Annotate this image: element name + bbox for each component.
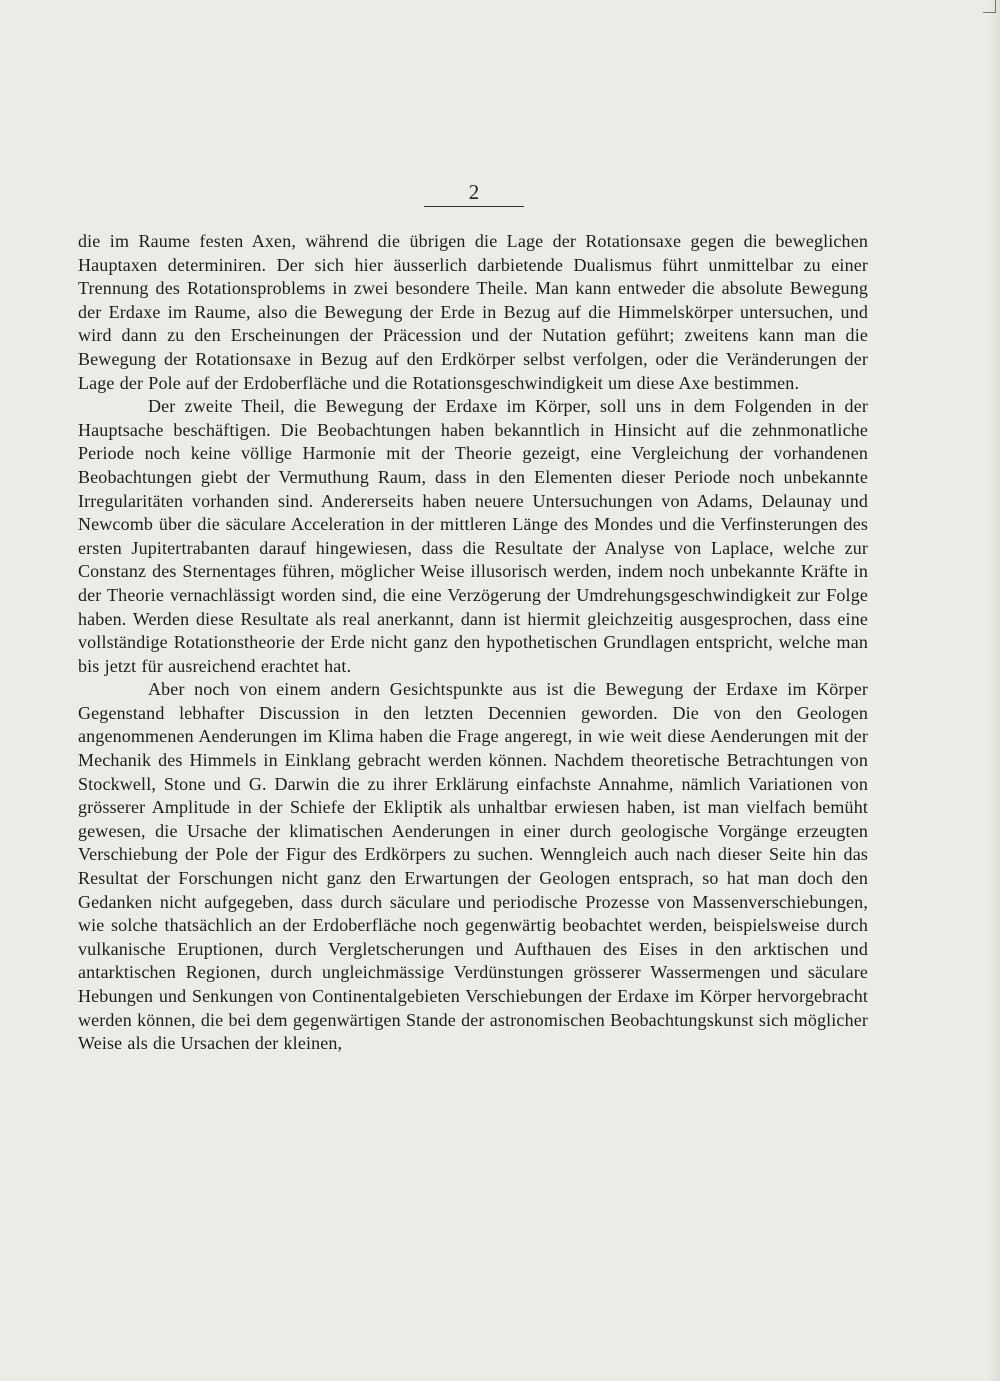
body-text — [78, 230, 868, 1056]
page-header — [424, 178, 524, 207]
paragraph-1: die im Raume festen Axen, während die übrigen die Lage der Rotationsaxe gegen die beweglichen Hauptaxen determiniren. Der sich hier äusserlich darbietende Dualismus führt unmittelbar zu einer Trennung des Rotationsproblems in zwei besondere Theile. Man kann entweder die absolute Bewegung der Erdaxe im Raume, also die Bewegung der Erde in Bezug auf die Himmelskörper untersuchen, und wird dann zu den Erscheinungen der Präcession und der Nutation geführt; zweitens kann man die Bewegung der Rotationsaxe in Bezug auf den Erdkörper selbst verfolgen, oder die Veränderungen der Lage der Pole auf der Erdoberfläche und die Rotationsgeschwindigkeit um diese Axe bestimmen. — [78, 231, 868, 393]
page-corner-mark — [983, 0, 996, 13]
paragraph-3: Aber noch von einem andern Gesichtspunkte aus ist die Bewegung der Erdaxe im Körper Gegenstand lebhafter Discussion in den letzten Decennien geworden. Die von den Geologen angenommenen Aenderungen im Klima haben die Frage angeregt, in wie weit diese Aenderungen mit der Mechanik des Himmels in Einklang gebracht werden können. Nachdem theoretische Betrachtungen von Stockwell, Stone und G. Darwin die zu ihrer Erklärung einfachste Annahme, nämlich Variationen von grösserer Amplitude in der Schiefe der Ekliptik als unhaltbar erwiesen haben, ist man vielfach bemüht gewesen, die Ursache der klimatischen Aenderungen in einer durch geologische Vorgänge erzeugten Verschiebung der Pole der Figur des Erdkörpers zu suchen. Wenngleich auch nach dieser Seite hin das Resultat der Forschungen nicht ganz den Erwartungen der Geologen entsprach, so hat man doch den Gedanken nicht aufgegeben, dass durch säculare und periodische Prozesse von Massenverschiebungen, wie solche thatsächlich an der Erdoberfläche noch gegenwärtig beobachtet werden, beispielsweise durch vulkanische Eruptionen, durch Vergletscherungen und Aufthauen des Eises in den arktischen und antarktischen Regionen, durch ungleichmässige Verdünstungen grösserer Wassermengen und säculare Hebungen und Senkungen von Continentalgebieten Verschiebungen der Erdaxe im Körper hervorgebracht werden können, die bei dem gegenwärtigen Stande der astronomischen Beobachtungskunst sich möglicher Weise als die Ursachen der kleinen, — [78, 679, 868, 1054]
page-number: 2 — [468, 180, 480, 204]
paragraph-2: Der zweite Theil, die Bewegung der Erdaxe im Körper, soll uns in dem Folgenden in der Hauptsache beschäftigen. Die Beobachtungen haben bekanntlich in Hinsicht auf die zehnmonatliche Periode noch keine völlige Harmonie mit der Theorie gezeigt, eine Vergleichung der vorhandenen Beobachtungen giebt der Vermuthung Raum, dass in den Elementen dieser Periode noch unbekannte Irregularitäten vorhanden sind. Andererseits haben neuere Untersuchungen von Adams, Delaunay und Newcomb über die säculare Acceleration in der mittleren Länge des Mondes und die Verfinsterungen des ersten Jupitertrabanten darauf hingewiesen, dass die Resultate der Analyse von Laplace, welche zur Constanz des Sternentages führen, möglicher Weise illusorisch werden, indem noch unbekannte Kräfte in der Theorie vernachlässigt worden sind, die eine Verzögerung der Umdrehungsgeschwindigkeit zur Folge haben. Werden diese Resultate als real anerkannt, dann ist hiermit gleichzeitig ausgesprochen, dass eine vollständige Rotationstheorie der Erde nicht ganz den hypothetischen Grundlagen entspricht, welche man bis jetzt für ausreichend erachtet hat. — [78, 396, 868, 676]
header-rule — [424, 206, 524, 207]
